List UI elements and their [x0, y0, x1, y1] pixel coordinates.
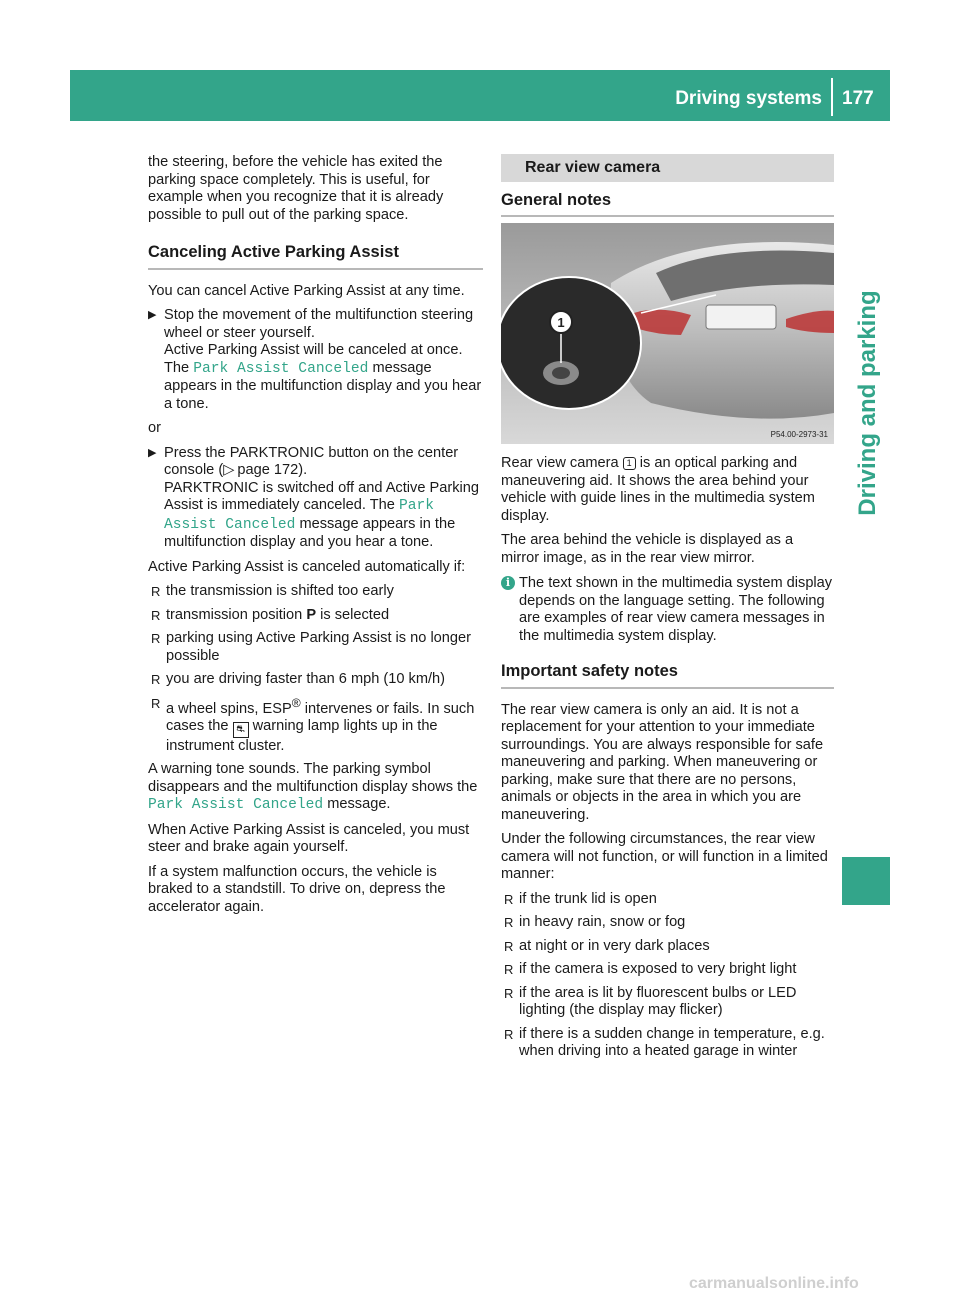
display-message: Park Assist Canceled: [164, 498, 434, 533]
info-note: i The text shown in the multimedia system display depends on the language setting. The following are examples of rear view camera messages in the multimedia system display.: [501, 575, 834, 645]
bullet-icon: R: [151, 631, 161, 646]
watermark: carmanualsonline.info: [689, 1275, 859, 1292]
intro-paragraph: the steering, before the vehicle has exited the parking space completely. This is useful, for example when you recognize that it is already possible to pull out of the parking space.: [148, 154, 444, 223]
paragraph-camera-description: Rear view camera 1 is an optical parking and maneuvering aid. It shows the area behind your vehicle with guide lines in the multimedia system display.: [501, 455, 815, 524]
display-message: Park Assist Canceled: [148, 797, 324, 814]
header-title: Driving systems: [675, 88, 822, 109]
bullet-icon: R: [504, 938, 514, 954]
or-label: or: [148, 420, 161, 436]
rear-view-camera-photo: [501, 223, 834, 444]
skid-warning-lamp-icon: ⛐: [233, 722, 249, 738]
list-item: R if the area is lit by fluorescent bulbs or LED lighting (the display may flicker): [504, 984, 797, 1018]
side-tab-marker: [842, 857, 890, 905]
list-item: R if there is a sudden change in temperature, e.g. when driving into a heated garage in winter: [504, 1025, 825, 1059]
license-plate-recess: [706, 305, 776, 329]
photo-code: P54.00-2973-31: [770, 430, 828, 439]
bullet-icon: R: [504, 915, 514, 930]
heading-canceling: Canceling Active Parking Assist: [148, 244, 483, 270]
heading-general-notes: General notes: [501, 192, 834, 218]
paragraph-cancel-any-time: You can cancel Active Parking Assist at any time.: [148, 282, 465, 299]
paragraph-mirror-image: The area behind the vehicle is displayed as a mirror image, as in the rear view mirror.: [501, 532, 794, 566]
paragraph-warning-tone: A warning tone sounds. The parking symbol disappears and the multifunction display shows the Park Assist Canceled message.: [148, 761, 478, 814]
paragraph-only-an-aid: The rear view camera is only an aid. It is not a replacement for your attention to your immediate surroundings. You are always responsible for safe maneuvering and parking. When maneuvering or parking, make sure that there are no persons, animals or objects in the area in which you are maneuvering.: [501, 701, 824, 823]
bullet-icon: R: [151, 607, 161, 623]
bullet-icon: R: [151, 584, 161, 599]
bullet-icon: R: [151, 672, 161, 687]
arrow-icon: ▶: [148, 309, 157, 321]
paragraph-malfunction: If a system malfunction occurs, the vehicle is braked to a standstill. To drive on, depress the accelerator again.: [148, 863, 446, 915]
step-press-parktronic: ▶ Press the PARKTRONIC button on the center console (▷ page 172). PARKTRONIC is switched off and Active Parking Assist is immediately canceled. The Park Assist Canceled message appears in the multifunction display and you hear a tone.: [148, 444, 479, 550]
header-divider: [831, 78, 833, 116]
list-item: R parking using Active Parking Assist is no longer possible: [151, 630, 472, 664]
step-stop-steering: ▶ Stop the movement of the multifunction steering wheel or steer yourself. Active Parking Assist will be canceled at once. The Park Assist Canceled message appears in the multifunction display and you hear a tone.: [148, 307, 482, 412]
bullet-icon: R: [504, 962, 514, 977]
arrow-icon: ▶: [148, 446, 157, 459]
list-item: R transmission position P is selected: [151, 606, 390, 623]
left-column: [148, 154, 483, 923]
paragraph-circumstances: Under the following circumstances, the rear view camera will not function, or will function in a limited manner:: [501, 831, 828, 882]
list-item: R you are driving faster than 6 mph (10 km/h): [151, 671, 446, 687]
bullet-icon: R: [504, 891, 514, 907]
list-item: R a wheel spins, ESP® intervenes or fails. In such cases the ⛐ warning lamp lights up in the instrument cluster.: [151, 695, 475, 754]
right-column: [501, 154, 834, 1067]
list-item: R if the camera is exposed to very bright light: [504, 961, 797, 977]
section-title-bar: Rear view camera: [501, 154, 834, 182]
list-item: R the transmission is shifted too early: [151, 583, 394, 599]
page-reference-link[interactable]: page 172: [237, 462, 299, 478]
display-message: Park Assist Canceled: [193, 360, 369, 377]
svg-text:1: 1: [557, 315, 565, 330]
list-item: R at night or in very dark places: [504, 937, 710, 954]
page-number: 177: [842, 88, 874, 109]
side-tab-label: Driving and parking: [854, 290, 881, 516]
heading-safety-notes: Important safety notes: [501, 663, 834, 689]
info-icon: i: [501, 576, 515, 590]
camera-detail-inset: [501, 277, 641, 409]
page-ref-icon: ▷: [223, 462, 235, 478]
bullet-icon: R: [151, 695, 161, 711]
paragraph-steer-brake: When Active Parking Assist is canceled, you must steer and brake again yourself.: [148, 821, 470, 856]
list-item: R if the trunk lid is open: [504, 890, 657, 907]
paragraph-auto-cancel: Active Parking Assist is canceled automatically if:: [148, 558, 466, 575]
list-item: R in heavy rain, snow or fog: [504, 914, 686, 930]
bullet-icon: R: [504, 1026, 514, 1042]
callout-1-icon: 1: [623, 457, 636, 470]
bullet-icon: R: [504, 985, 514, 1001]
